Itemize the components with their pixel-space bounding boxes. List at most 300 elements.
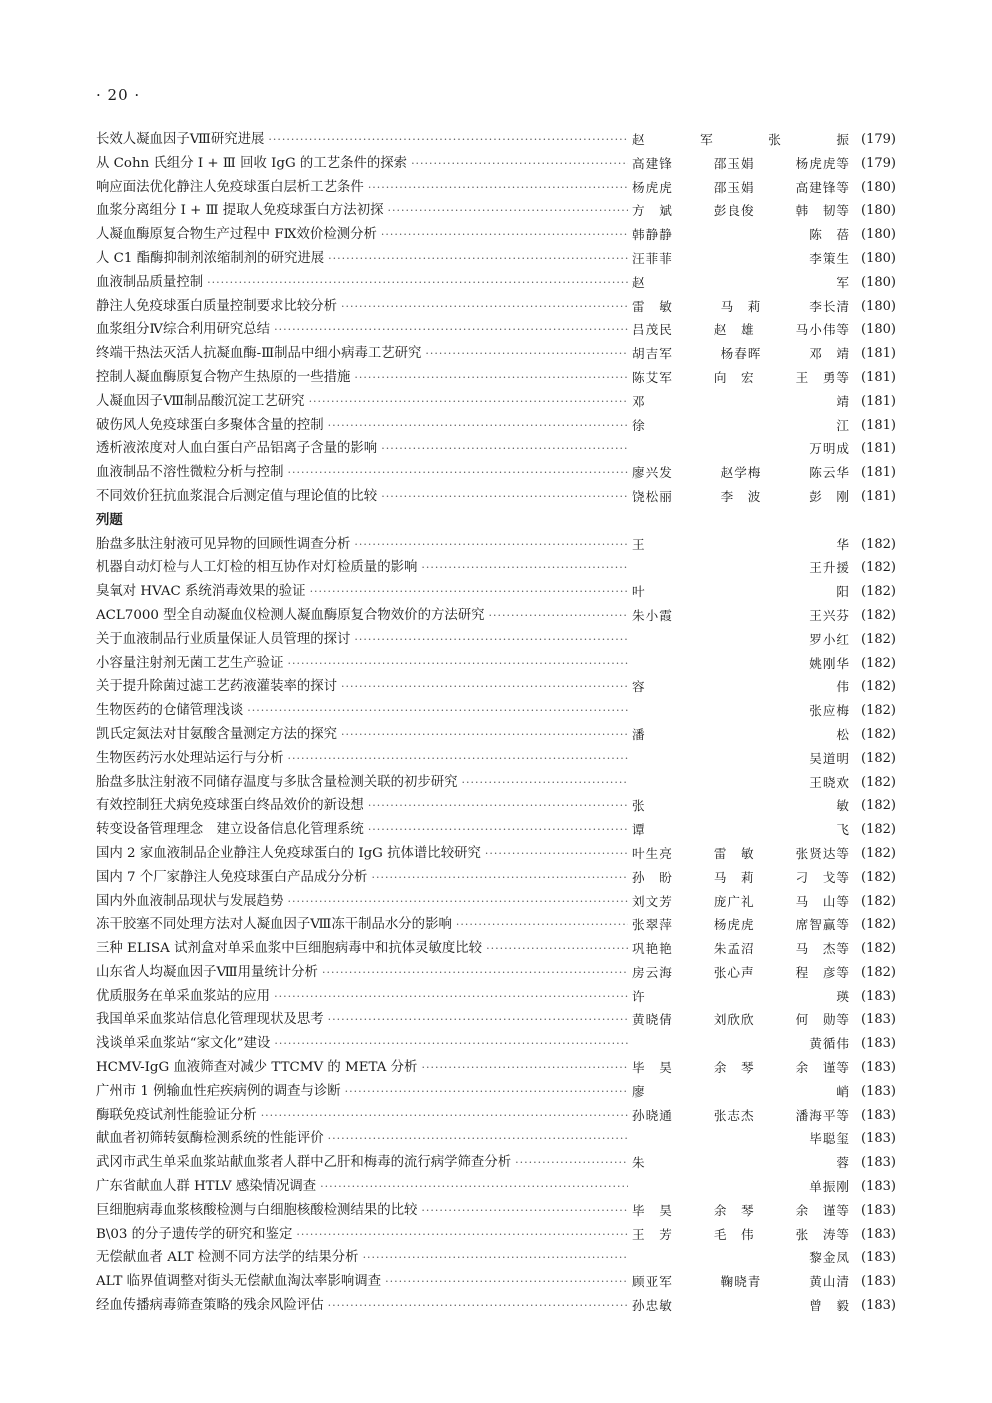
author-name: 鞠晓青 bbox=[720, 1274, 762, 1290]
entry-page: (183) bbox=[861, 1083, 896, 1099]
entry-title: 关于提升除菌过滤工艺药液灌装率的探讨 bbox=[96, 679, 338, 695]
dot-leader bbox=[287, 461, 628, 485]
author-name: 方 斌 bbox=[632, 203, 673, 219]
author-name: 王 芳 bbox=[632, 1226, 673, 1242]
author-name: 瑛 bbox=[836, 988, 850, 1004]
toc-entry bbox=[96, 961, 896, 985]
entry-title: 献血者初筛转氨酶检测系统的性能评价 bbox=[96, 1131, 324, 1147]
entry-authors bbox=[632, 747, 850, 771]
entry-title: 终端干热法灭活人抗凝血酶-Ⅲ制品中细小病毒工艺研究 bbox=[96, 346, 422, 362]
toc-entry bbox=[96, 223, 896, 247]
entry-page: (183) bbox=[861, 1250, 896, 1266]
author-name: 雷 敏 bbox=[713, 845, 755, 861]
author-name: 高建锋 bbox=[632, 155, 673, 171]
toc-entry bbox=[96, 342, 896, 366]
entry-page: (182) bbox=[861, 607, 896, 623]
author-name: 黎金凤 bbox=[809, 1250, 850, 1266]
author-name: 向 宏 bbox=[713, 369, 755, 385]
entry-title: 机器自动灯检与人工灯检的相互协作对灯检质量的影响 bbox=[96, 560, 418, 576]
author-name: 邓 bbox=[632, 393, 646, 409]
entry-page: (182) bbox=[861, 703, 896, 719]
dot-leader bbox=[354, 533, 628, 557]
entry-title: 酶联免疫试剂性能验证分析 bbox=[96, 1107, 257, 1123]
entry-authors bbox=[632, 295, 850, 319]
toc-entry bbox=[96, 199, 896, 223]
author-name: 张 bbox=[632, 798, 646, 814]
author-name: 孙忠敏 bbox=[632, 1298, 673, 1314]
toc-entry bbox=[96, 699, 896, 723]
entry-title: 生物医药的仓储管理浅谈 bbox=[96, 703, 244, 719]
entry-authors bbox=[632, 1104, 850, 1128]
author-name: 余 琴 bbox=[713, 1060, 755, 1076]
dot-leader bbox=[341, 723, 628, 747]
author-name: 汪菲菲 bbox=[632, 250, 673, 266]
toc-entry bbox=[96, 390, 896, 414]
entry-page: (181) bbox=[861, 465, 896, 481]
toc-entry bbox=[96, 1175, 896, 1199]
entry-title: 经血传播病毒筛查策略的残余风险评估 bbox=[96, 1298, 324, 1314]
author-name: 军 bbox=[700, 132, 714, 147]
entry-authors bbox=[632, 580, 850, 604]
dot-leader bbox=[381, 223, 628, 247]
entry-authors bbox=[632, 628, 850, 652]
dot-leader bbox=[381, 485, 628, 509]
author-name: 廖兴发 bbox=[632, 465, 673, 481]
author-name: 张 涛等 bbox=[795, 1226, 850, 1242]
author-name: 邵玉娟 bbox=[713, 155, 755, 171]
entry-title: 破伤风人免疫球蛋白多聚体含量的控制 bbox=[96, 417, 324, 433]
entry-page: (182) bbox=[861, 845, 896, 861]
entry-title: 血浆组分Ⅳ综合利用研究总结 bbox=[96, 322, 271, 338]
entry-page: (179) bbox=[861, 155, 896, 171]
dot-leader bbox=[462, 771, 628, 795]
entry-page: (183) bbox=[861, 1155, 896, 1171]
author-name: 席智赢等 bbox=[795, 917, 850, 933]
entry-page: (182) bbox=[861, 655, 896, 671]
entry-authors bbox=[632, 1199, 850, 1223]
dot-leader bbox=[368, 794, 628, 818]
entry-page: (182) bbox=[861, 750, 896, 766]
entry-title: 人 C1 酯酶抑制剂浓缩制剂的研究进展 bbox=[96, 250, 325, 266]
author-name: 邵玉娟 bbox=[713, 179, 755, 195]
author-name: 敏 bbox=[836, 798, 850, 814]
dot-leader bbox=[310, 580, 628, 604]
dot-leader bbox=[341, 675, 628, 699]
entry-authors bbox=[632, 128, 850, 152]
entry-title: 山东省人均凝血因子Ⅷ用量统计分析 bbox=[96, 964, 318, 980]
entry-page: (182) bbox=[861, 584, 896, 600]
entry-title: ACL7000 型全自动凝血仪检测人凝血酶原复合物效价的方法研究 bbox=[96, 607, 485, 623]
author-name: 徐 bbox=[632, 417, 646, 433]
entry-title: 透析液浓度对人血白蛋白产品铝离子含量的影响 bbox=[96, 441, 378, 457]
author-name: 江 bbox=[836, 417, 850, 433]
entry-title: 长效人凝血因子Ⅷ研究进展 bbox=[96, 132, 265, 147]
author-name: 李长清 bbox=[809, 298, 850, 314]
dot-leader bbox=[296, 1223, 628, 1247]
entry-authors bbox=[632, 247, 850, 271]
toc-entry bbox=[96, 1294, 896, 1318]
entry-title: 响应面法优化静注人免疫球蛋白层析工艺条件 bbox=[96, 179, 364, 195]
author-name: 杨虎虎 bbox=[713, 917, 755, 933]
toc-entry bbox=[96, 176, 896, 200]
entry-page: (182) bbox=[861, 964, 896, 980]
toc-entry bbox=[96, 747, 896, 771]
dot-leader bbox=[207, 271, 628, 295]
toc-entry bbox=[96, 152, 896, 176]
author-name: 赵学梅 bbox=[720, 465, 762, 481]
dot-leader bbox=[363, 1246, 628, 1270]
toc-entry bbox=[96, 675, 896, 699]
toc-entry bbox=[96, 866, 896, 890]
entry-page: (180) bbox=[861, 203, 896, 219]
author-name: 张心声 bbox=[713, 964, 755, 980]
entry-authors bbox=[632, 485, 850, 509]
entry-page: (183) bbox=[861, 1298, 896, 1314]
author-name: 余 谨等 bbox=[795, 1202, 850, 1218]
dot-leader bbox=[368, 818, 628, 842]
entry-title: 有效控制狂犬病免疫球蛋白终品效价的新设想 bbox=[96, 798, 364, 814]
dot-leader bbox=[320, 1175, 628, 1199]
author-name: 张贤达等 bbox=[795, 845, 850, 861]
entry-authors bbox=[632, 794, 850, 818]
entry-page: (183) bbox=[861, 1131, 896, 1147]
entry-authors bbox=[632, 1080, 850, 1104]
author-name: 朱孟沼 bbox=[713, 941, 755, 957]
author-name: 房云海 bbox=[632, 964, 673, 980]
entry-page: (182) bbox=[861, 893, 896, 909]
dot-leader bbox=[354, 628, 628, 652]
author-name: 顾亚军 bbox=[632, 1274, 673, 1290]
toc-entry bbox=[96, 1246, 896, 1270]
author-name: 黄循伟 bbox=[809, 1036, 850, 1052]
toc-entry bbox=[96, 913, 896, 937]
entry-title: 控制人凝血酶原复合物产生热原的一些措施 bbox=[96, 369, 351, 385]
entry-authors bbox=[632, 318, 850, 342]
author-name: 杨虎虎 bbox=[632, 179, 673, 195]
entry-title: 广州市 1 例输血性疟疾病例的调查与诊断 bbox=[96, 1083, 341, 1099]
author-name: 雷 敏 bbox=[632, 298, 673, 314]
dot-leader bbox=[274, 1032, 628, 1056]
author-name: 松 bbox=[836, 726, 850, 742]
entry-page: (183) bbox=[861, 988, 896, 1004]
dot-leader bbox=[485, 842, 628, 866]
dot-leader bbox=[489, 604, 628, 628]
toc-entry bbox=[96, 533, 896, 557]
entry-page: (181) bbox=[861, 346, 896, 362]
entry-page: (182) bbox=[861, 536, 896, 552]
dot-leader bbox=[425, 342, 628, 366]
entry-authors bbox=[632, 199, 850, 223]
dot-leader bbox=[328, 1294, 628, 1318]
entry-authors bbox=[632, 913, 850, 937]
dot-leader bbox=[328, 1127, 628, 1151]
entry-authors bbox=[632, 1175, 850, 1199]
author-name: 振 bbox=[836, 132, 850, 147]
entry-authors bbox=[632, 1270, 850, 1294]
toc-entry bbox=[96, 1127, 896, 1151]
section-heading: 列题 bbox=[96, 512, 123, 528]
author-name: 马 山等 bbox=[795, 893, 850, 909]
author-name: 刘欣欣 bbox=[713, 1012, 755, 1028]
dot-leader bbox=[328, 414, 628, 438]
author-name: 余 谨等 bbox=[795, 1060, 850, 1076]
entry-title: 从 Cohn 氏组分 Ⅰ + Ⅲ 回收 IgG 的工艺条件的探索 bbox=[96, 155, 408, 171]
author-name: 容 bbox=[632, 679, 646, 695]
entry-authors bbox=[632, 152, 850, 176]
author-name: 何 勋等 bbox=[795, 1012, 850, 1028]
entry-title: 血浆分离组分 Ⅰ + Ⅲ 提取人免疫球蛋白方法初探 bbox=[96, 203, 384, 219]
entry-title: 巨细胞病毒血浆核酸检测与白细胞核酸检测结果的比较 bbox=[96, 1202, 418, 1218]
author-name: 赵 bbox=[632, 274, 646, 290]
entry-page: (183) bbox=[861, 1107, 896, 1123]
dot-leader bbox=[387, 199, 628, 223]
toc-entry bbox=[96, 818, 896, 842]
author-name: 马小伟等 bbox=[795, 322, 850, 338]
entry-authors bbox=[632, 461, 850, 485]
entry-authors bbox=[632, 176, 850, 200]
entry-page: (181) bbox=[861, 488, 896, 504]
entry-title: 小容量注射剂无菌工艺生产验证 bbox=[96, 655, 284, 671]
dot-leader bbox=[328, 1008, 628, 1032]
entry-title: 胎盘多肽注射液可见异物的回顾性调查分析 bbox=[96, 536, 351, 552]
author-name: 陈艾军 bbox=[632, 369, 673, 385]
dot-leader bbox=[268, 128, 628, 152]
toc-entry bbox=[96, 414, 896, 438]
entry-page: (182) bbox=[861, 869, 896, 885]
author-name: 韩 韧等 bbox=[795, 203, 850, 219]
toc-entry bbox=[96, 437, 896, 461]
toc-entry bbox=[96, 1032, 896, 1056]
toc-entry bbox=[96, 937, 896, 961]
author-name: 王升援 bbox=[809, 560, 850, 576]
author-name: 孙 盼 bbox=[632, 869, 673, 885]
entry-page: (182) bbox=[861, 774, 896, 790]
entry-title: 关于血液制品行业质量保证人员管理的探讨 bbox=[96, 631, 351, 647]
author-name: 罗小红 bbox=[809, 631, 850, 647]
entry-page: (180) bbox=[861, 250, 896, 266]
entry-authors bbox=[632, 1008, 850, 1032]
author-name: 毛 伟 bbox=[713, 1226, 755, 1242]
entry-authors bbox=[632, 1127, 850, 1151]
page-number: · 20 · bbox=[96, 86, 141, 104]
entry-authors bbox=[632, 890, 850, 914]
entry-authors bbox=[632, 271, 850, 295]
author-name: 马 莉 bbox=[713, 869, 755, 885]
entry-authors bbox=[632, 604, 850, 628]
author-name: 毕 昊 bbox=[632, 1202, 673, 1218]
entry-title: 血液制品质量控制 bbox=[96, 274, 204, 290]
author-name: 李策生 bbox=[809, 250, 850, 266]
author-name: 廖 bbox=[632, 1083, 646, 1099]
entry-title: 武冈市武生单采血浆站献血浆者人群中乙肝和梅毒的流行病学筛查分析 bbox=[96, 1155, 512, 1171]
dot-leader bbox=[421, 556, 628, 580]
author-name: 朱小霞 bbox=[632, 607, 673, 623]
toc-entry bbox=[96, 1199, 896, 1223]
entry-page: (183) bbox=[861, 1036, 896, 1052]
entry-page: (180) bbox=[861, 274, 896, 290]
entry-title: 血液制品不溶性微粒分析与控制 bbox=[96, 465, 284, 481]
author-name: 毕 昊 bbox=[632, 1060, 673, 1076]
author-name: 飞 bbox=[836, 822, 850, 838]
dot-leader bbox=[486, 937, 628, 961]
entry-page: (182) bbox=[861, 822, 896, 838]
dot-leader bbox=[328, 247, 628, 271]
author-name: 王兴芬 bbox=[809, 607, 850, 623]
dot-leader bbox=[309, 390, 628, 414]
dot-leader bbox=[322, 961, 628, 985]
entry-title: 广东省献血人群 HTLV 感染情况调查 bbox=[96, 1179, 317, 1195]
entry-title: 我国单采血浆站信息化管理现状及思考 bbox=[96, 1012, 324, 1028]
entry-title: 凯氏定氮法对甘氨酸含量测定方法的探究 bbox=[96, 726, 338, 742]
toc-entries-section-2 bbox=[96, 533, 896, 1318]
entry-title: B\03 的分子遗传学的研究和鉴定 bbox=[96, 1226, 293, 1242]
author-name: 胡吉军 bbox=[632, 346, 673, 362]
entry-authors bbox=[632, 223, 850, 247]
entry-authors bbox=[632, 366, 850, 390]
entry-page: (181) bbox=[861, 369, 896, 385]
entry-authors bbox=[632, 937, 850, 961]
author-name: 陈 蓓 bbox=[809, 227, 850, 243]
author-name: 马 莉 bbox=[720, 298, 762, 314]
entry-authors bbox=[632, 985, 850, 1009]
toc-entry bbox=[96, 318, 896, 342]
entry-title: 冻干胶塞不同处理方法对人凝血因子Ⅷ冻干制品水分的影响 bbox=[96, 917, 452, 933]
entry-title: 不同效价狂抗血浆混合后测定值与理论值的比较 bbox=[96, 488, 378, 504]
author-name: 朱 bbox=[632, 1155, 646, 1171]
entry-title: 臭氧对 HVAC 系统消毒效果的验证 bbox=[96, 584, 306, 600]
author-name: 吴道明 bbox=[809, 750, 850, 766]
entry-page: (183) bbox=[861, 1226, 896, 1242]
entry-authors bbox=[632, 675, 850, 699]
entry-authors bbox=[632, 699, 850, 723]
entry-page: (180) bbox=[861, 298, 896, 314]
entry-authors bbox=[632, 1246, 850, 1270]
author-name: 吕茂民 bbox=[632, 322, 673, 338]
author-name: 阳 bbox=[836, 584, 850, 600]
entry-page: (182) bbox=[861, 679, 896, 695]
dot-leader bbox=[341, 295, 628, 319]
author-name: 韩静静 bbox=[632, 227, 673, 243]
entry-authors bbox=[632, 390, 850, 414]
author-name: 潘 bbox=[632, 726, 646, 742]
author-name: 王晓欢 bbox=[809, 774, 850, 790]
entry-authors bbox=[632, 652, 850, 676]
author-name: 军 bbox=[836, 274, 850, 290]
toc-entries-section-1 bbox=[96, 128, 896, 509]
toc-entry bbox=[96, 794, 896, 818]
entry-page: (183) bbox=[861, 1179, 896, 1195]
toc-entry bbox=[96, 1008, 896, 1032]
author-name: 饶松丽 bbox=[632, 488, 673, 504]
entry-title: ALT 临界值调整对街头无偿献血淘汰率影响调查 bbox=[96, 1274, 382, 1290]
toc-entry bbox=[96, 628, 896, 652]
entry-page: (183) bbox=[861, 1274, 896, 1290]
author-name: 巩艳艳 bbox=[632, 941, 673, 957]
toc-entry bbox=[96, 1151, 896, 1175]
author-name: 王 bbox=[632, 536, 646, 552]
toc-entry bbox=[96, 1270, 896, 1294]
entry-title: 国内 7 个厂家静注人免疫球蛋白产品成分分析 bbox=[96, 869, 368, 885]
author-name: 马 杰等 bbox=[795, 941, 850, 957]
entry-authors bbox=[632, 1151, 850, 1175]
entry-page: (181) bbox=[861, 441, 896, 457]
table-of-contents bbox=[96, 128, 896, 1318]
entry-page: (183) bbox=[861, 1202, 896, 1218]
dot-leader bbox=[371, 866, 628, 890]
entry-title: 转变设备管理理念 建立设备信息化管理系统 bbox=[96, 822, 364, 838]
entry-page: (182) bbox=[861, 917, 896, 933]
author-name: 姚刚华 bbox=[809, 655, 850, 671]
entry-page: (181) bbox=[861, 393, 896, 409]
entry-authors bbox=[632, 723, 850, 747]
author-name: 叶 bbox=[632, 584, 646, 600]
toc-entry bbox=[96, 247, 896, 271]
toc-entry bbox=[96, 485, 896, 509]
entry-title: 三种 ELISA 试剂盒对单采血浆中巨细胞病毒中和抗体灵敏度比较 bbox=[96, 941, 483, 957]
author-name: 张志杰 bbox=[713, 1107, 755, 1123]
toc-entry bbox=[96, 1104, 896, 1128]
toc-entry bbox=[96, 128, 896, 152]
toc-entry bbox=[96, 890, 896, 914]
entry-title: 国内外血液制品现状与发展趋势 bbox=[96, 893, 284, 909]
author-name: 赵 雄 bbox=[713, 322, 755, 338]
entry-authors bbox=[632, 1294, 850, 1318]
author-name: 叶生亮 bbox=[632, 845, 673, 861]
toc-entry bbox=[96, 604, 896, 628]
toc-entry bbox=[96, 1080, 896, 1104]
entry-page: (182) bbox=[861, 941, 896, 957]
author-name: 张应梅 bbox=[809, 703, 850, 719]
entry-page: (180) bbox=[861, 179, 896, 195]
toc-entry bbox=[96, 652, 896, 676]
dot-leader bbox=[274, 985, 628, 1009]
toc-entry bbox=[96, 556, 896, 580]
entry-authors bbox=[632, 818, 850, 842]
toc-entry bbox=[96, 842, 896, 866]
entry-authors bbox=[632, 556, 850, 580]
toc-entry bbox=[96, 1223, 896, 1247]
entry-page: (182) bbox=[861, 560, 896, 576]
dot-leader bbox=[287, 652, 628, 676]
entry-authors bbox=[632, 1056, 850, 1080]
toc-entry bbox=[96, 723, 896, 747]
author-name: 彭良俊 bbox=[713, 203, 755, 219]
entry-authors bbox=[632, 1032, 850, 1056]
author-name: 彭 刚 bbox=[809, 488, 850, 504]
entry-title: 胎盘多肽注射液不同储存温度与多肽含量检测关联的初步研究 bbox=[96, 774, 458, 790]
author-name: 毕聪玺 bbox=[809, 1131, 850, 1147]
entry-title: 人凝血酶原复合物生产过程中 FⅨ效价检测分析 bbox=[96, 227, 377, 243]
dot-leader bbox=[368, 176, 628, 200]
dot-leader bbox=[274, 318, 628, 342]
dot-leader bbox=[411, 152, 628, 176]
entry-authors bbox=[632, 842, 850, 866]
dot-leader bbox=[456, 913, 628, 937]
author-name: 刘文芳 bbox=[632, 893, 673, 909]
author-name: 潘海平等 bbox=[795, 1107, 850, 1123]
dot-leader bbox=[345, 1080, 628, 1104]
toc-entry bbox=[96, 295, 896, 319]
author-name: 刁 戈等 bbox=[795, 869, 850, 885]
author-name: 李 波 bbox=[720, 488, 762, 504]
dot-leader bbox=[385, 1270, 628, 1294]
toc-entry bbox=[96, 985, 896, 1009]
author-name: 单振刚 bbox=[809, 1179, 850, 1195]
toc-entry bbox=[96, 461, 896, 485]
entry-title: 人凝血因子Ⅷ制品酸沉淀工艺研究 bbox=[96, 393, 305, 409]
entry-authors bbox=[632, 961, 850, 985]
entry-page: (180) bbox=[861, 322, 896, 338]
